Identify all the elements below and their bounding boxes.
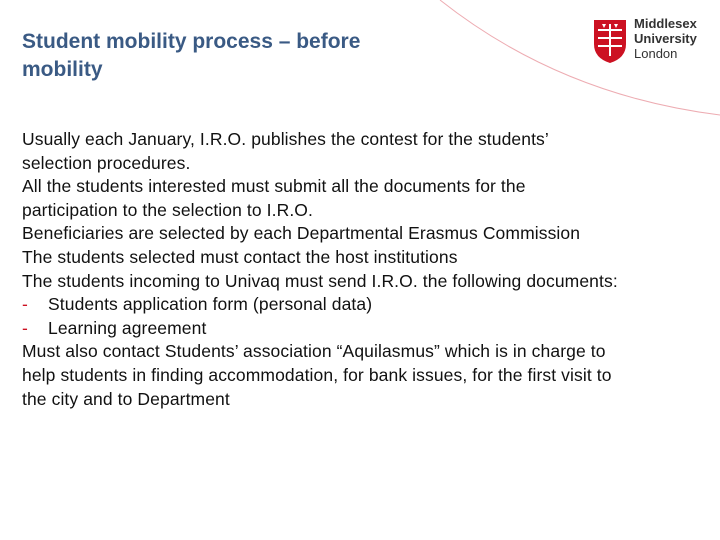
bullet-marker: - xyxy=(22,294,28,315)
logo-line-2: University xyxy=(634,31,697,46)
bullet-item xyxy=(22,317,702,341)
body-line: The students incoming to Univaq must send I.R.O. the following documents: xyxy=(22,270,618,291)
body-line: All the students interested must submit all the documents for the xyxy=(22,176,526,197)
logo-wordmark xyxy=(634,16,697,61)
slide-body xyxy=(22,128,702,411)
body-line: Usually each January, I.R.O. publishes the contest for the students’ xyxy=(22,129,549,149)
page-title xyxy=(22,28,452,84)
title-line-1: Student mobility process – before xyxy=(22,30,361,53)
body-line: the city and to Department xyxy=(22,388,230,409)
body-line: selection procedures. xyxy=(22,152,191,173)
logo-line-1: Middlesex xyxy=(634,16,697,31)
bullet-marker: - xyxy=(22,317,28,338)
body-line: participation to the selection to I.R.O. xyxy=(22,199,313,220)
body-line: Beneficiaries are selected by each Departmental Erasmus Commission xyxy=(22,223,581,244)
logo-line-3: London xyxy=(634,46,678,61)
body-line: Must also contact Students’ association “Aquilasmus” which is in charge to xyxy=(22,341,606,362)
title-line-2: mobility xyxy=(22,58,103,81)
bullet-text: Learning agreement xyxy=(48,317,207,338)
bullet-text: Students application form (personal data) xyxy=(48,294,373,315)
body-line: help students in finding accommodation, for bank issues, for the first visit to xyxy=(22,364,612,385)
bullet-item xyxy=(22,293,702,317)
shield-icon xyxy=(592,18,628,64)
university-logo xyxy=(592,16,712,72)
body-line: The students selected must contact the host institutions xyxy=(22,246,458,267)
